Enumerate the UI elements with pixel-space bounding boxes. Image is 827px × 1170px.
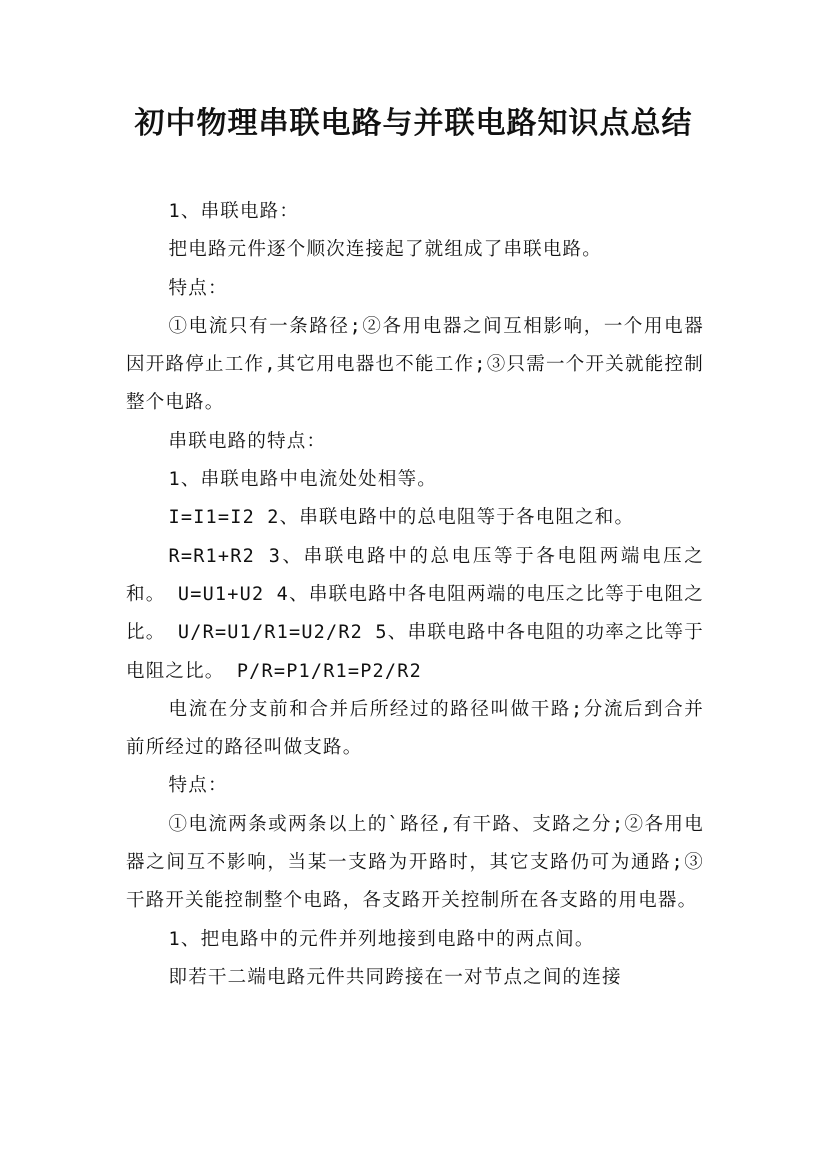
paragraph-series-heading: 1、串联电路： [168, 201, 300, 222]
paragraph-parallel-definition: 1、把电路中的元件并列地接到电路中的两点间。 [168, 928, 595, 950]
paragraph-voltage-formulas: R=R1+R2 3、串联电路中的总电压等于各电阻两端电压之和。 U=U1+U2 4、串联电路中各电阻两端的电压之比等于电阻之比。 U/R=U1/R1=U2/R2 5、串联电路中各电阻的功率之比等于电阻之比。 P/R=P1/R1=P2/R2 [126, 545, 704, 682]
paragraph-parallel-features-label: 特点： [168, 775, 228, 797]
paragraph-series-characteristics-heading: 串联电路的特点： [168, 430, 327, 452]
paragraph-trunk-branch-definition: 电流在分支前和合并后所经过的路径叫做干路;分流后到合并前所经过的路径叫做支路。 [126, 698, 704, 759]
paragraph-parallel-features: ①电流两条或两条以上的`路径,有干路、支路之分;②各用电器之间互不影响，当某一支路为开路时，其它支路仍可为通路;③干路开关能控制整个电路，各支路开关控制所在各支路的用电器。 [126, 813, 704, 912]
paragraph-series-features: ①电流只有一条路径;②各用电器之间互相影响，一个用电器因开路停止工作,其它用电器也不能工作;③只需一个开关就能控制整个电路。 [126, 315, 704, 414]
paragraph-series-definition: 把电路元件逐个顺次连接起了就组成了串联电路。 [168, 239, 602, 261]
paragraph-features-label: 特点： [168, 277, 228, 299]
paragraph-current-equal: 1、串联电路中电流处处相等。 [168, 469, 437, 491]
paragraph-parallel-connection: 即若干二端电路元件共同跨接在一对节点之间的连接 [168, 966, 622, 988]
paragraph-resistance-sum: I=I1=I2 2、串联电路中的总电阻等于各电阻之和。 [168, 507, 635, 529]
document-body [126, 193, 704, 997]
document-title: 初中物理串联电路与并联电路知识点总结 [134, 106, 693, 141]
